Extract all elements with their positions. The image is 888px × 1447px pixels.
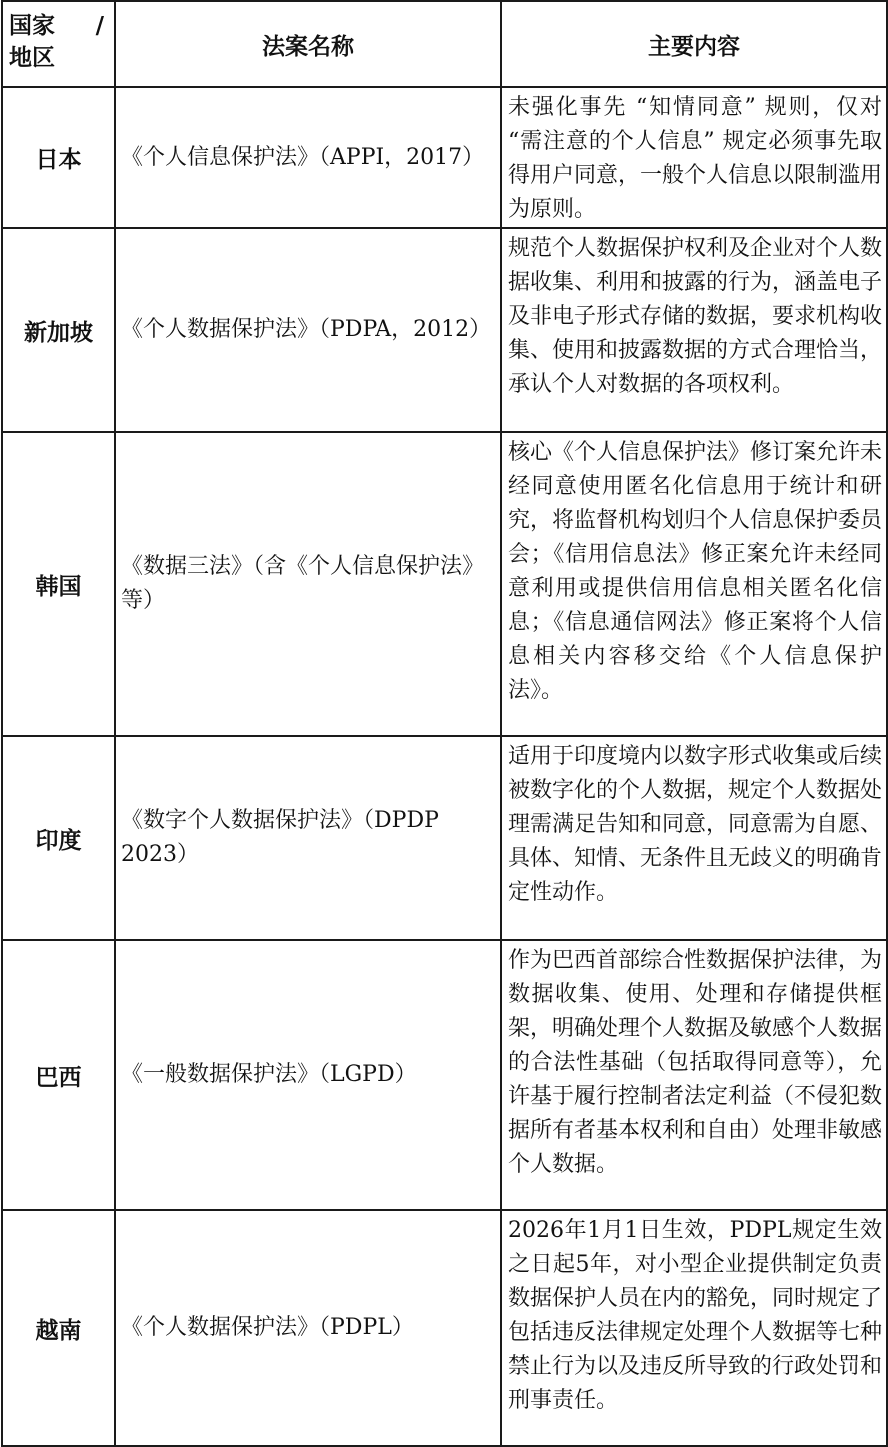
table-row xyxy=(2,87,887,228)
table-row xyxy=(2,228,887,432)
header-slash: / xyxy=(95,12,104,39)
header-region-label: 地区 xyxy=(9,44,55,71)
country-cell: 韩国 xyxy=(2,432,115,736)
table-row xyxy=(2,432,887,736)
content-cell: 未强化事先 “知情同意” 规则，仅对 “需注意的个人信息” 规定必须事先取得用户同意，一般个人信息以限制滥用为原则。 xyxy=(501,87,887,228)
content-cell: 核心《个人信息保护法》修订案允许未经同意使用匿名化信息用于统计和研究，将监督机构划归个人信息保护委员会；《信用信息法》修正案允许未经同意利用或提供信用信息相关匿名化信息；《信息通信网法》修正案将个人信息相关内容移交给《个人信息保护法》。 xyxy=(501,432,887,736)
table-row xyxy=(2,736,887,940)
law-name-cell: 《一般数据保护法》（LGPD） xyxy=(115,940,501,1210)
table-row xyxy=(2,1210,887,1446)
header-country-label: 国家 xyxy=(9,12,55,39)
law-name-cell: 《个人信息保护法》（APPI，2017） xyxy=(115,87,501,228)
content-cell: 作为巴西首部综合性数据保护法律，为数据收集、使用、处理和存储提供框架，明确处理个人数据及敏感个人数据的合法性基础（包括取得同意等），允许基于履行控制者法定利益（不侵犯数据所有者基本权利和自由）处理非敏感个人数据。 xyxy=(501,940,887,1210)
header-country-region xyxy=(2,1,115,87)
law-name-cell: 《数据三法》（含《个人信息保护法》等） xyxy=(115,432,501,736)
header-law-name: 法案名称 xyxy=(115,1,501,87)
content-cell: 适用于印度境内以数字形式收集或后续被数字化的个人数据，规定个人数据处理需满足告知和同意，同意需为自愿、具体、知情、无条件且无歧义的明确肯定性动作。 xyxy=(501,736,887,940)
law-name-cell: 《个人数据保护法》（PDPL） xyxy=(115,1210,501,1446)
law-name-cell: 《数字个人数据保护法》（DPDP 2023） xyxy=(115,736,501,940)
country-cell: 日本 xyxy=(2,87,115,228)
table-row xyxy=(2,940,887,1210)
country-cell: 印度 xyxy=(2,736,115,940)
header-row xyxy=(2,1,887,87)
law-comparison-table xyxy=(1,0,888,1447)
content-cell: 规范个人数据保护权利及企业对个人数据收集、利用和披露的行为，涵盖电子及非电子形式存储的数据，要求机构收集、使用和披露数据的方式合理恰当，承认个人对数据的各项权利。 xyxy=(501,228,887,432)
header-main-content: 主要内容 xyxy=(501,1,887,87)
content-cell: 2026年1月1日生效，PDPL规定生效之日起5年，对小型企业提供制定负责数据保护人员在内的豁免，同时规定了包括违反法律规定处理个人数据等七种禁止行为以及违反所导致的行政处罚和刑事责任。 xyxy=(501,1210,887,1446)
country-cell: 新加坡 xyxy=(2,228,115,432)
law-name-cell: 《个人数据保护法》（PDPA，2012） xyxy=(115,228,501,432)
country-cell: 越南 xyxy=(2,1210,115,1446)
country-cell: 巴西 xyxy=(2,940,115,1210)
